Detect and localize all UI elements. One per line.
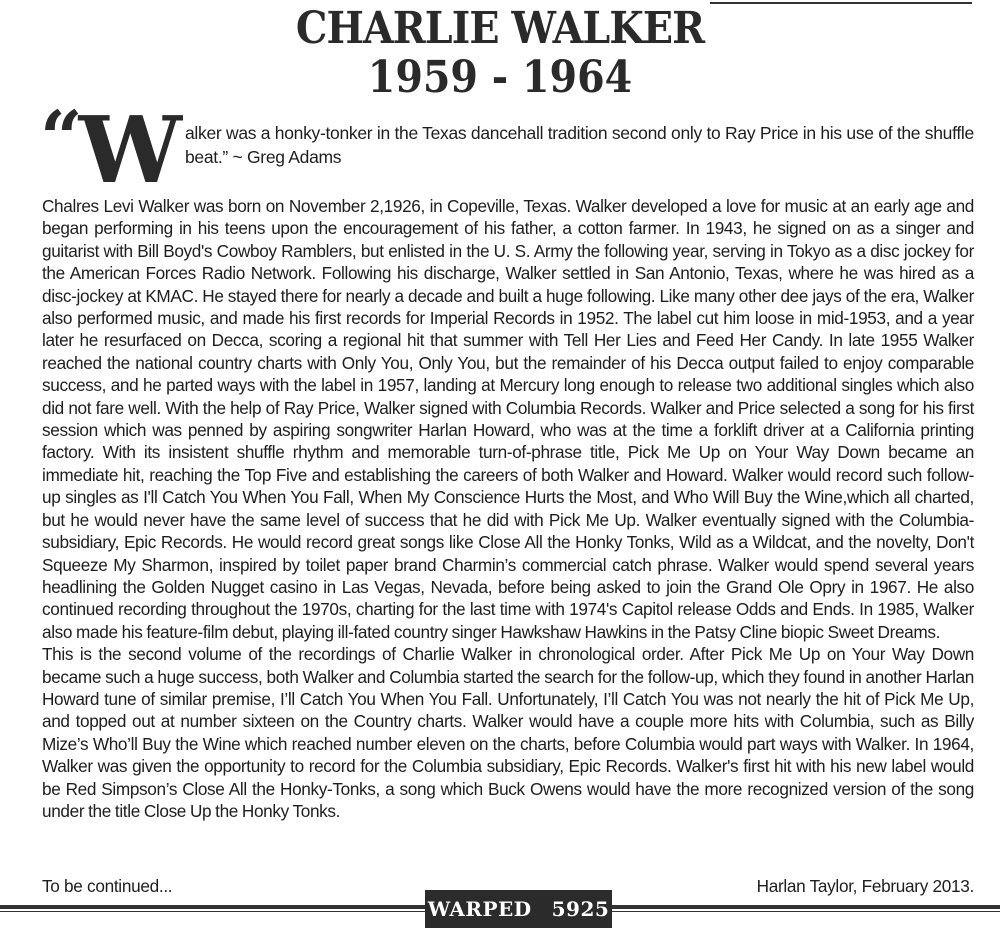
- catalog-label: [425, 890, 612, 928]
- paragraph-biography: Chalres Levi Walker was born on November 2,1926, in Copeville, Texas. Walker developed a love for music at an early age and began performing in his teens upon the encouragement of his father, a cotton farmer. In 1943, he signed on as a singer and guitarist with Bill Boyd's Cowboy Ramblers, but enlisted in the U. S. Army the following year, serving in Tokyo as a disc jockey for the American Forces Radio Network. Following his discharge, Walker settled in San Antonio, Texas, where he was hired as a disc-jockey at KMAC. He stayed there for nearly a decade and built a huge following. Like many other dee jays of the era, Walker also performed music, and made his first records for Imperial Records in 1952. The label cut him loose in mid-1953, and a year later he resurfaced on Decca, scoring a regional hit that summer with Tell Her Lies and Feed Her Candy. In late 1955 Walker reached the national country charts with Only You, Only You, but the remainder of his Decca output failed to enjoy comparable success, and he parted ways with the label in 1957, landing at Mercury long enough to release two additional singles which also did not fare well. With the help of Ray Price, Walker signed with Columbia Records. Walker and Price selected a song for his first session which was penned by aspiring songwriter Harlan Howard, who was at the time a forklift driver at a California printing factory. With its insistent shuffle rhythm and memorable turn-of-phrase title, Pick Me Up on Your Way Down became an immediate hit, reaching the Top Five and establishing the careers of both Walker and Howard. Walker would record such follow-up singles as I'll Catch You When You Fall, When My Conscience Hurts the Most, and Who Will Buy the Wine,which all charted, but he would never have the same level of success that he did with Pick Me Up. Walker eventually signed with the Columbia-subsidiary, Epic Records. He would record great songs like Close All the Honky Tonks, Wild as a Wildcat, and the novelty, Don't Squeeze My Sharmon, inspired by toilet paper brand Charmin’s commercial catch phrase. Walker would spend several years headlining the Golden Nugget casino in Las Vegas, Nevada, before being asked to join the Grand Ole Opry in 1967. He also continued recording throughout the 1970s, charting for the last time with 1974's Capitol release Odds and Ends. In 1985, Walker also made his feature-film debut, playing ill-fated country singer Hawkshaw Hawkins in the Patsy Cline biopic Sweet Dreams.: [42, 196, 974, 642]
- open-quote-mark: “: [40, 96, 79, 182]
- label-name: WARPED: [427, 897, 532, 921]
- article-body: [42, 195, 974, 822]
- bottom-rule-right: [612, 905, 1000, 909]
- bottom-rule-left: [0, 905, 425, 909]
- header: [0, 4, 1000, 102]
- bottom-rule-left-thin: [0, 911, 425, 912]
- bottom-rule-right-thin: [612, 911, 1000, 912]
- drop-cap: [40, 96, 182, 204]
- page-title: CHARLIE WALKER: [295, 3, 705, 54]
- page-years: 1959 - 1964: [367, 52, 633, 103]
- paragraph-volume-notes: This is the second volume of the recordings of Charlie Walker in chronological order. After Pick Me Up on Your Way Down became such a huge success, both Walker and Columbia started the search for the follow-up, which they found in another Harlan Howard tune of similar premise, I’ll Catch You When You Fall. Unfortunately, I’ll Catch You was not nearly the hit of Pick Me Up, and topped out at number sixteen on the Country charts. Walker would have a couple more hits with Columbia, such as Billy Mize’s Who’ll Buy the Wine which reached number eleven on the charts, before Columbia would part ways with Walker. In 1964, Walker was given the opportunity to record for the Columbia subsidiary, Epic Records. Walker's first hit with his new label would be Red Simpson’s Close All the Honky-Tonks, a song which Buck Owens would have the more recognized version of the song under the title Close Up the Honky Tonks.: [42, 644, 974, 821]
- continued-note: To be continued...: [42, 876, 173, 896]
- catalog-number: 5925: [551, 897, 610, 921]
- author-signature: Harlan Taylor, February 2013.: [756, 876, 974, 896]
- drop-cap-letter: W: [78, 96, 182, 204]
- intro-quote: alker was a honky-tonker in the Texas dancehall tradition second only to Ray Price in his use of the shuffle beat.” ~ Greg Adams: [185, 123, 974, 167]
